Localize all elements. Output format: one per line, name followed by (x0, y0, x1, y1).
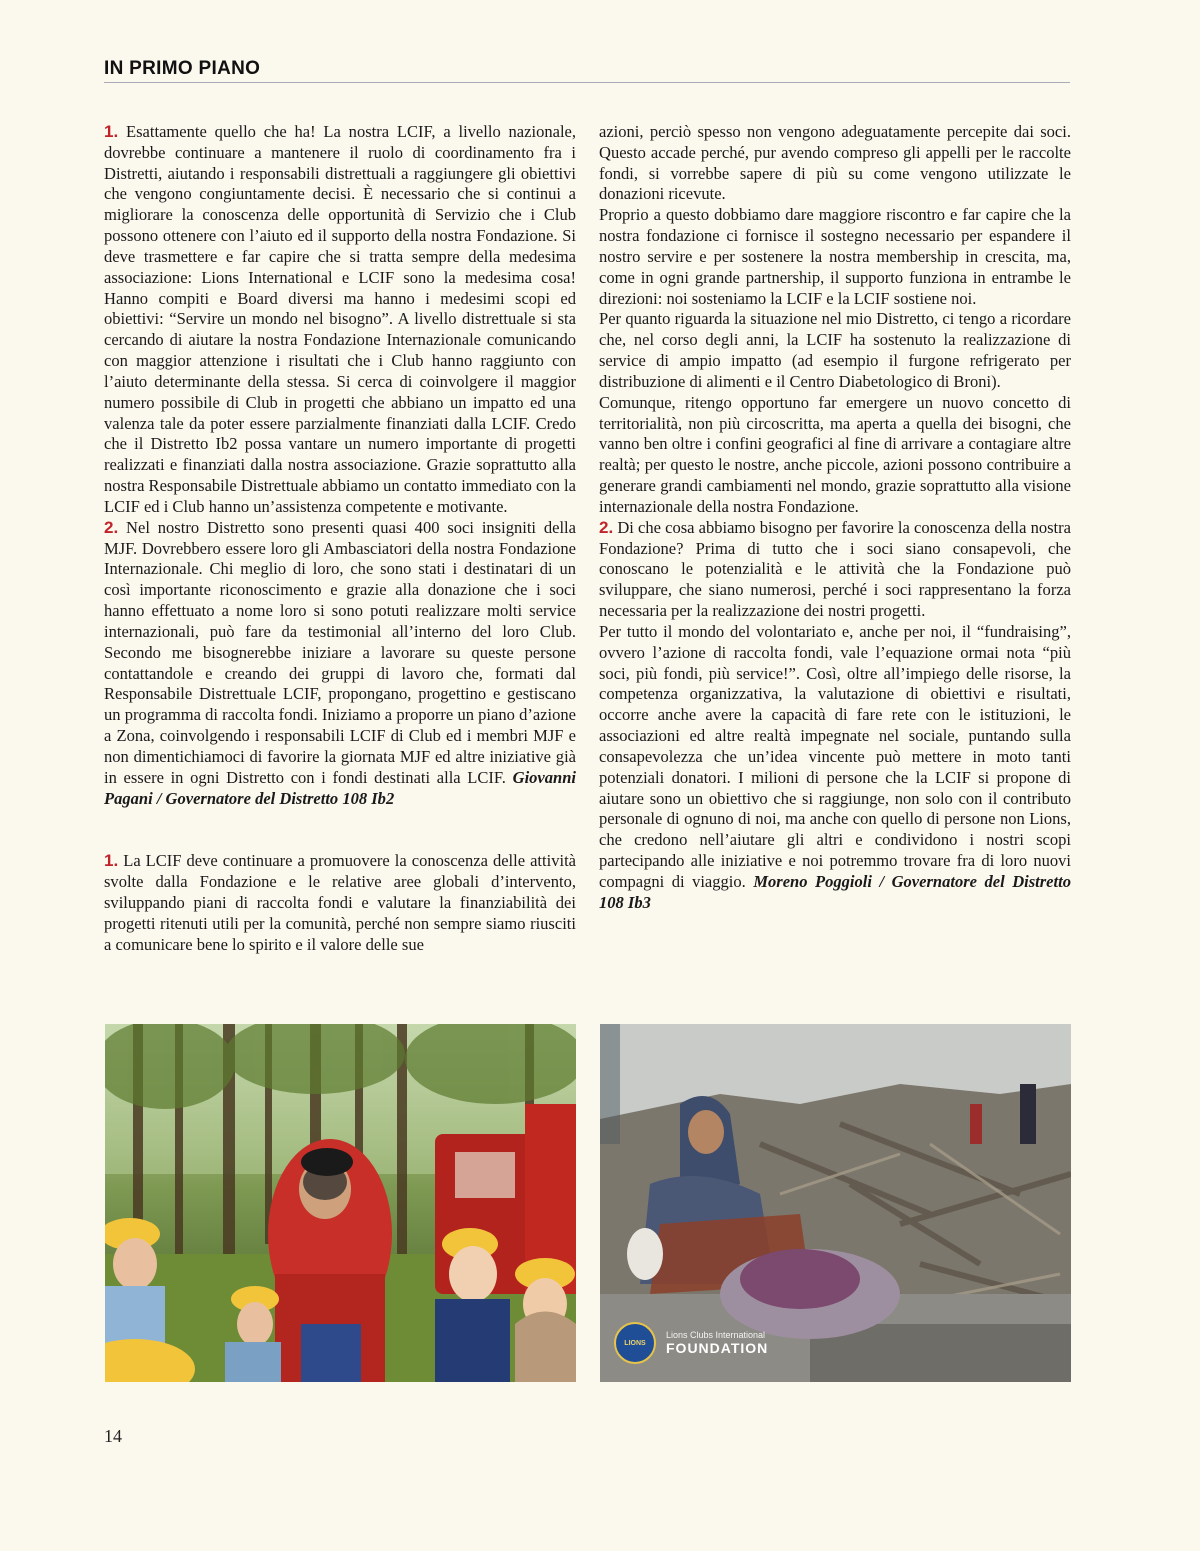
question-number: 1. (104, 122, 119, 141)
page-number: 14 (104, 1426, 122, 1446)
question-number: 1. (104, 851, 119, 871)
paragraph (104, 122, 576, 518)
paragraph (104, 518, 576, 810)
right-column (599, 122, 1071, 913)
logo-text (666, 1330, 768, 1356)
author-signature: Giovanni Pagani / Governatore del Distretto 108 Ib2 (104, 767, 577, 808)
logo-line-2: FOUNDATION (666, 1340, 769, 1356)
paragraph (599, 518, 1071, 622)
paragraph (599, 622, 1071, 914)
spacer (104, 809, 576, 851)
lcif-logo (614, 1322, 768, 1364)
paragraph: Comunque, ritengo opportuno far emergere un nuovo concetto di territorialità, non più circoscritta, ma aperta a quella dei bisogni, che vanno ben oltre i confini geografici al fine di arrivare a contagiare altre realtà; per questo le nostre, anche piccole, azioni possono contribuire a generare grandi cambiamenti nel mondo, grazie soprattutto alla visione internazionale della nostra Fondazione. (599, 392, 1071, 516)
photo-disaster-woman (600, 1024, 1071, 1382)
paragraph: azioni, perciò spesso non vengono adeguatamente percepite dai soci. Questo accade perché, pur avendo compreso gli appelli per le raccolte fondi, si vorrebbe sapere di più su come vengono utilizzate le donazioni ricevute. (599, 122, 1071, 204)
paragraph-text: La LCIF deve continuare a promuovere la conoscenza delle attività svolte dalla Fondazione e le relative aree globali d’intervento, sviluppando piani di raccolta fondi e valutare la finanziabilità dei progetti ritenuti utili per la comunità, perché non sempre siamo riusciti a comunicare bene lo spirito e il valore delle sue (104, 851, 576, 954)
emblem-text: LIONS (624, 1339, 646, 1347)
paragraph-text: Di che cosa abbiamo bisogno per favorire la conoscenza della nostra Fondazione? Prima di tutto che i soci siano consapevoli, che conoscano le potenzialità e le attività che la Fondazione può sviluppare, che siano numerosi, perché i soci rappresentano la forza necessaria per la realizzazione dei nostri progetti. (599, 517, 1071, 621)
section-title: IN PRIMO PIANO (104, 58, 261, 79)
header-rule (104, 82, 1070, 83)
paragraph-text: Nel nostro Distretto sono presenti quasi 400 soci insigniti della MJF. Dovrebbero essere loro gli Ambasciatori della nostra Fondazione Internazionale. Chi meglio di loro, che sono stati i destinatari di un così importante riconoscimento e grazie alla donazione che i soci hanno effettuato a nome loro si sono potuti realizzare molti service internazionali, può fare da testimonial all’interno del loro Club. Secondo me bisognerebbe iniziare a lavorare su queste persone contattandole e creando dei gruppi di lavoro che, formati dal Responsabile Distrettuale LCIF, propongano, progettino e gestiscano un programma di raccolta fondi. Iniziamo a proporre un piano d’azione a Zona, coinvolgendo i responsabili LCIF di Club ed i membri MJF e non dimentichiamoci di favorire la giornata MJF ed altre iniziative già in essere in ogni Distretto con i fondi destinati alla LCIF. (104, 517, 576, 787)
paragraph-text: Esattamente quello che ha! La nostra LCIF, a livello nazionale, dovrebbe continuare a mantenere il ruolo di coordinamento fra i Distretti, aiutando i responsabili distrettuali a raggiungere gli obiettivi che vengono congiuntamente decisi. È necessario che si continui a migliorare la conoscenza delle opportunità di Servizio che i Club possono ottenere con l’aiuto ed il supporto della nostra Fondazione. Si deve trasmettere e far capire che si tratta sempre della medesima associazione: Lions International e LCIF sono la medesima cosa! Hanno compiti e Board diversi ma hanno i medesimi scopi ed obiettivi: “Servire un mondo nel bisogno”. A livello distrettuale si sta cercando di aiutare la nostra Fondazione Internazionale comunicando con maggior attenzione i risultati che i Club hanno raggiunto con l’aiuto determinante della stessa. Si cerca di coinvolgere il maggior numero possibile di Club in progetti che abbiano un impatto ed una valenza tale da poter essere parzialmente finanziati dalla LCIF. Credo che il Distretto Ib2 possa vantare un numero importante di progetti realizzati e finanziati dalla nostra associazione. Grazie soprattutto alla nostra Responsabile Distrettuale abbiamo un contatto immediato con la LCIF ed i Club hanno un’assistenza competente e motivante. (104, 122, 577, 516)
lions-emblem-icon (614, 1322, 656, 1364)
paragraph (104, 851, 576, 955)
photo-illustration (105, 1024, 576, 1382)
left-column (104, 122, 576, 955)
paragraph-text: Per tutto il mondo del volontariato e, anche per noi, il “fundraising”, ovvero l’azione di raccolta fondi, vale l’equazione ormai nota “più soci, più fondi, più service!”. Così, oltre all’impiego delle risorse, la competenza organizzativa, la valutazione di obiettivi e risultati, occorre anche avere la capacità di fare rete con le istituzioni, le associazioni ed altre realtà impegnate nel sociale, puntando sulla consapevolezza che un’idea vincente può mettere in moto tanti potenziali donatori. I milioni di persone che la LCIF si propone di aiutare sono un obiettivo che si raggiunge, non solo con il contributo personale di ognuno di noi, ma anche con quello di persone non Lions, che credono nell’aiutare gli altri e condividono i nostri scopi partecipando alle iniziative e noi potremmo trovare fra di loro nuovi compagni di viaggio. (599, 621, 1071, 891)
paragraph: Proprio a questo dobbiamo dare maggiore riscontro e far capire che la nostra fondazione ci fornisce il sostegno necessario per espandere il nostro servire e per sostenere la nostra membership in crescita, ma, come in ogni grande partnership, il supporto funziona in entrambe le direzioni: noi sosteniamo la LCIF e la LCIF sostiene noi. (599, 205, 1071, 308)
photo-firefighter-children (105, 1024, 576, 1382)
logo-line-1: Lions Clubs International (666, 1330, 766, 1340)
question-number: 2. (104, 517, 119, 537)
author-signature: Moreno Poggioli / Governatore del Distretto 108 Ib3 (599, 871, 1071, 912)
section-header (104, 58, 1070, 83)
question-number: 2. (599, 517, 614, 537)
paragraph: Per quanto riguarda la situazione nel mio Distretto, ci tengo a ricordare che, nel corso degli anni, la LCIF ha sostenuto la realizzazione di service di ampio impatto (ad esempio il furgone refrigerato per distribuzione di alimenti e il Centro Diabetologico di Broni). (599, 309, 1071, 391)
